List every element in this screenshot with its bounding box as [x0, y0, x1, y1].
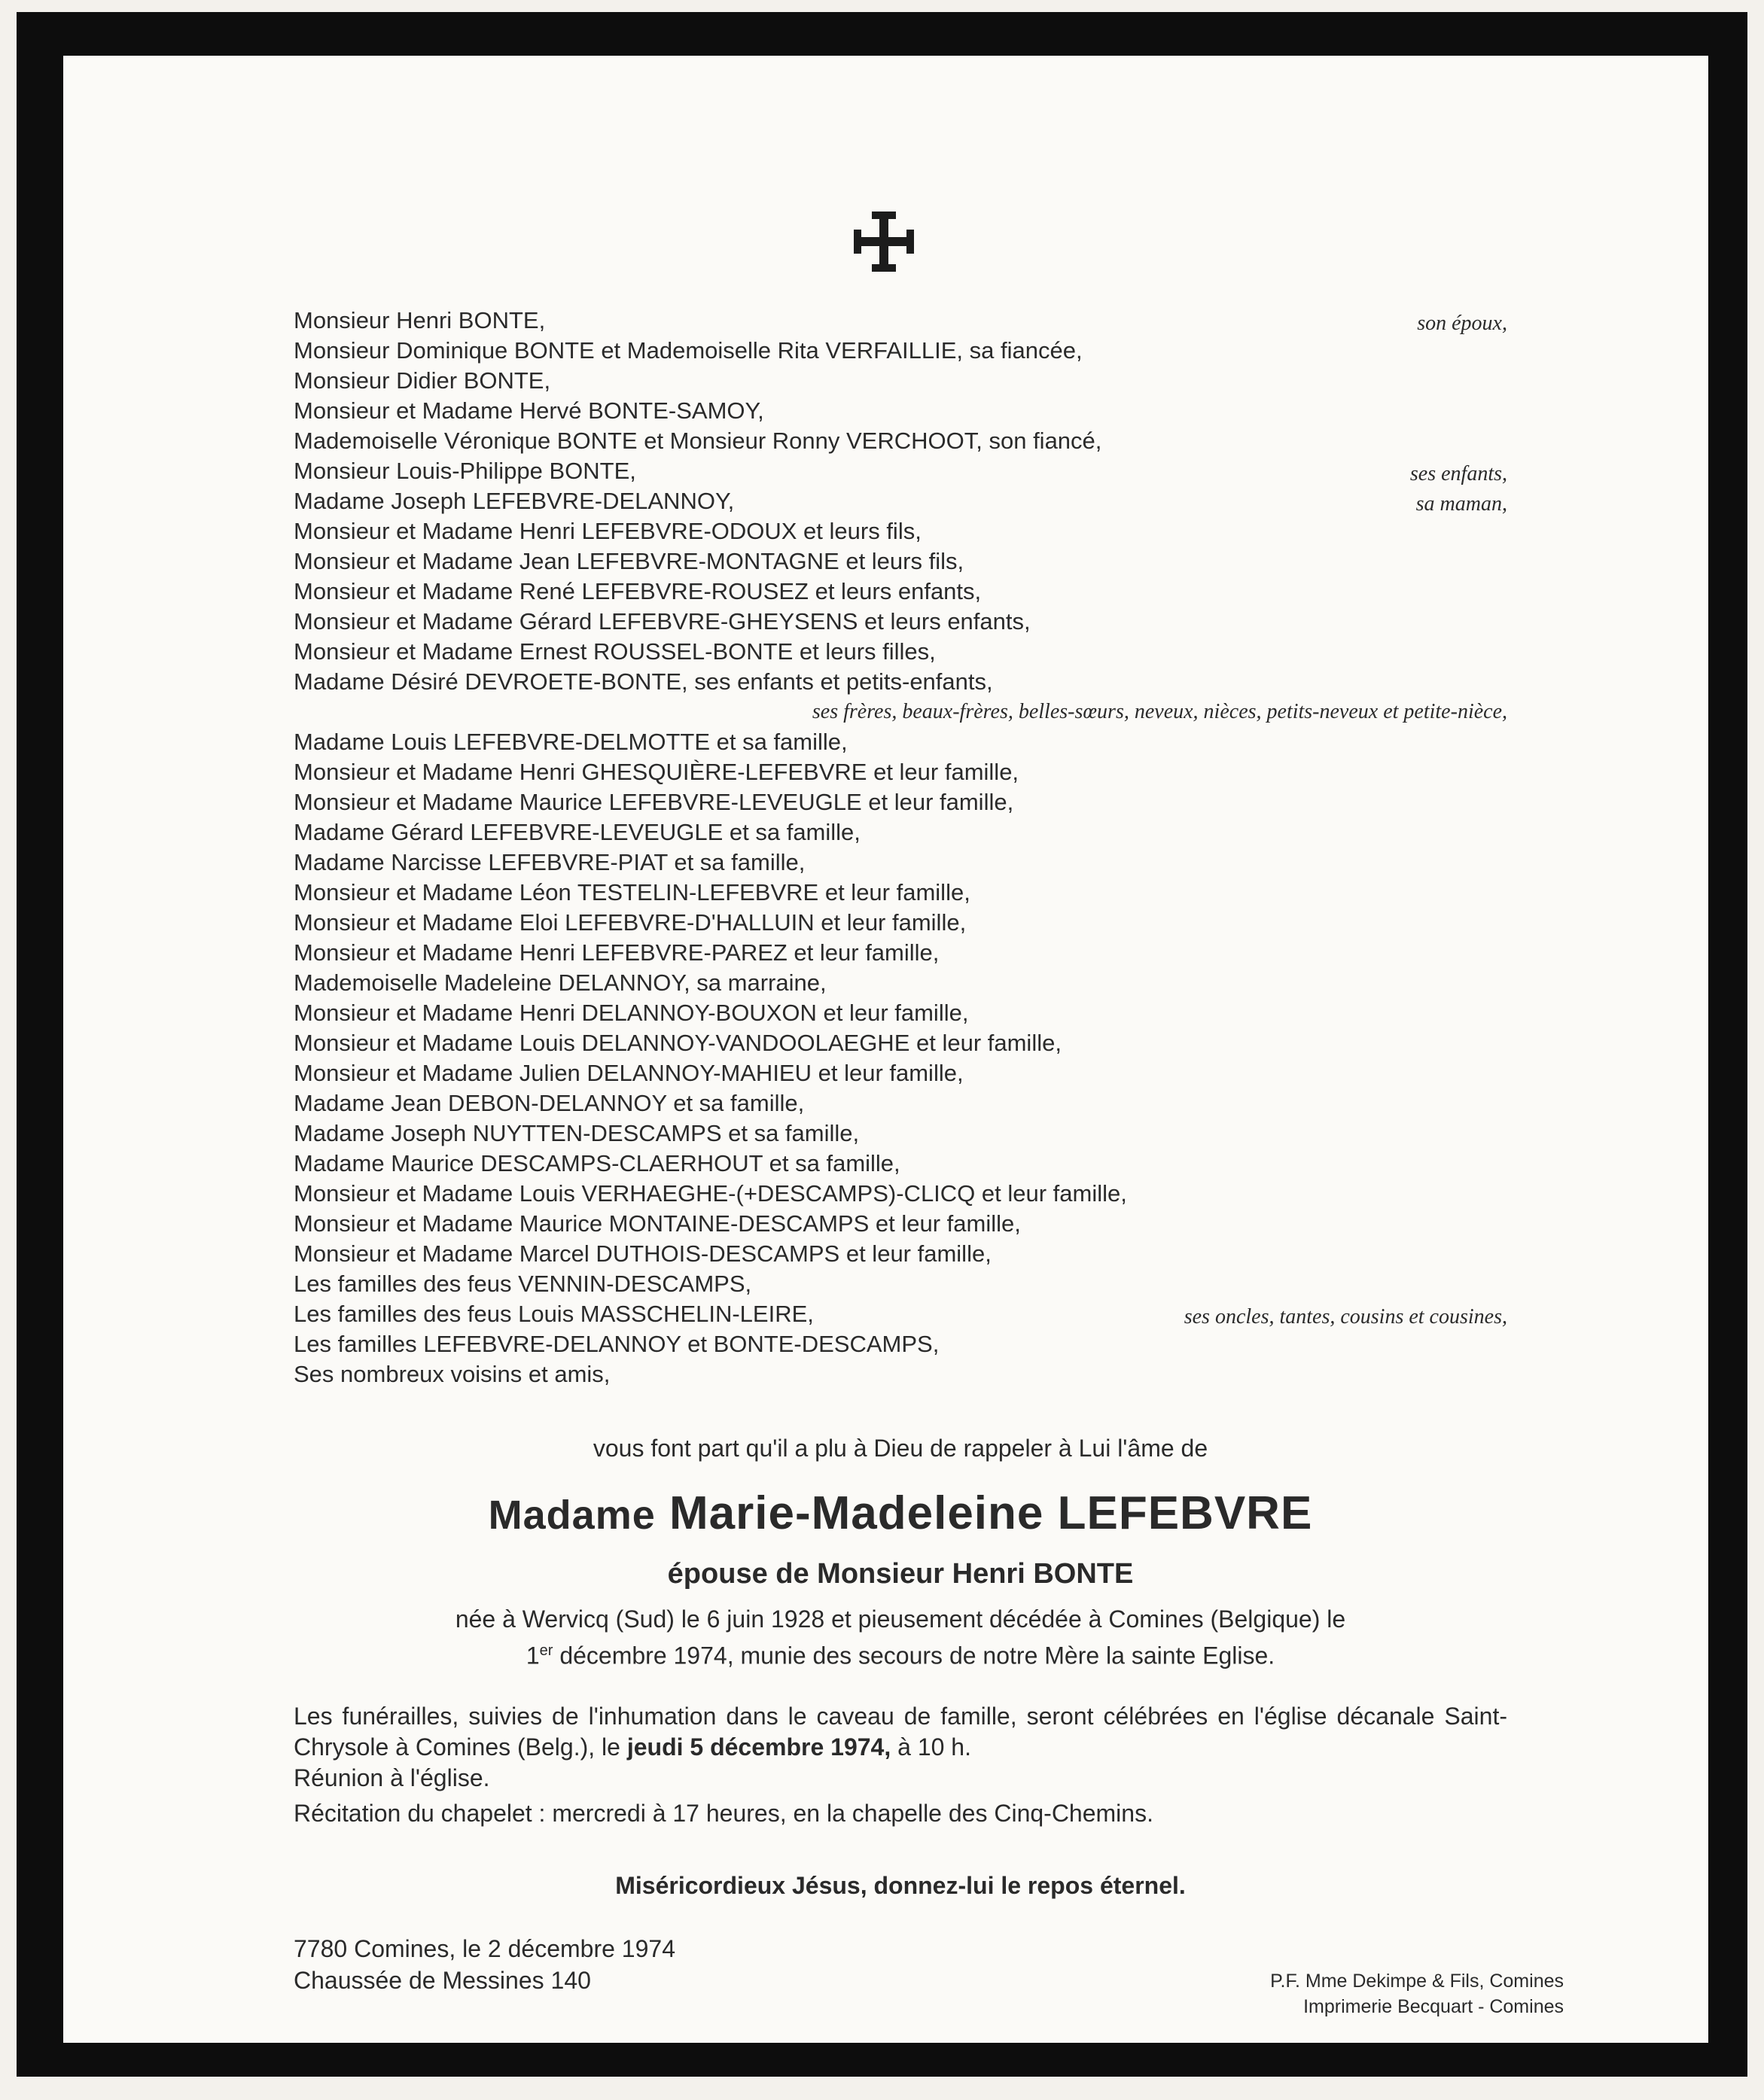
rosary-line: Récitation du chapelet : mercredi à 17 heures, en la chapelle des Cinq-Chemins. — [294, 1800, 1153, 1827]
family-member-text: Madame Louis LEFEBVRE-DELMOTTE et sa famille, — [294, 729, 848, 755]
birth-death-text — [294, 1603, 1507, 1672]
family-line — [294, 697, 1507, 727]
family-line — [294, 1058, 1507, 1088]
family-line — [294, 306, 1507, 336]
deceased-title: Madame — [488, 1493, 656, 1538]
family-line — [294, 577, 1507, 607]
family-line — [294, 1028, 1507, 1058]
family-line — [294, 336, 1507, 366]
family-line — [294, 1329, 1507, 1359]
funeral-text-part2: à 10 h. — [891, 1733, 971, 1761]
family-line — [294, 607, 1507, 637]
family-member-text: Madame Maurice DESCAMPS-CLAERHOUT et sa famille, — [294, 1150, 900, 1176]
funeral-paragraph — [294, 1701, 1507, 1763]
address-line-1: 7780 Comines, le 2 décembre 1974 — [294, 1935, 675, 1962]
birth-death-superscript: er — [539, 1642, 553, 1659]
family-line — [294, 908, 1507, 938]
birth-death-day: 1 — [526, 1642, 540, 1669]
family-line — [294, 938, 1507, 968]
family-line — [294, 1209, 1507, 1239]
family-member-text: Monsieur et Madame Henri GHESQUIÈRE-LEFEBVRE et leur famille, — [294, 759, 1019, 785]
family-member-text: Monsieur et Madame Jean LEFEBVRE-MONTAGNE et leurs fils, — [294, 548, 964, 574]
funeral-date: jeudi 5 décembre 1974, — [626, 1733, 891, 1761]
family-relation-text: ses frères, beaux-frères, belles-sœurs, neveux, nièces, petits-neveux et petite-nièce, — [812, 700, 1507, 723]
family-member-text: Les familles des feus Louis MASSCHELIN-LEIRE, — [294, 1301, 814, 1327]
family-line — [294, 1239, 1507, 1269]
family-member-text: Monsieur et Madame Henri LEFEBVRE-PAREZ et leur famille, — [294, 939, 940, 966]
family-member-text: Monsieur et Madame Maurice LEFEBVRE-LEVEUGLE et leur famille, — [294, 789, 1014, 815]
birth-death-line1: née à Wervicq (Sud) le 6 juin 1928 et pieusement décédée à Comines (Belgique) le — [455, 1605, 1346, 1633]
family-member-text: Monsieur et Madame Louis VERHAEGHE-(+DESCAMPS)-CLICQ et leur famille, — [294, 1180, 1127, 1207]
family-relation-text: ses enfants, — [1409, 462, 1507, 485]
family-line — [294, 817, 1507, 848]
family-member-text: Madame Joseph NUYTTEN-DESCAMPS et sa famille, — [294, 1120, 860, 1146]
family-line — [294, 848, 1507, 878]
family-member-text: Monsieur et Madame Marcel DUTHOIS-DESCAMPS et leur famille, — [294, 1240, 992, 1267]
family-line — [294, 637, 1507, 667]
funeral-text-part1: Les funérailles, suivies de l'inhumation dans le caveau de famille, seront célébrées en l'église décanale Saint-Chrysole à Comines (Belg.), le — [294, 1703, 1507, 1761]
family-member-text: Monsieur et Madame Louis DELANNOY-VANDOOLAEGHE et leur famille, — [294, 1030, 1062, 1056]
family-member-text: Monsieur et Madame René LEFEBVRE-ROUSEZ et leurs enfants, — [294, 578, 982, 604]
spouse-line: épouse de Monsieur Henri BONTE — [667, 1558, 1134, 1590]
family-line — [294, 456, 1507, 486]
deceased-name: Marie-Madeleine LEFEBVRE — [669, 1487, 1313, 1539]
family-member-text: Monsieur et Madame Léon TESTELIN-LEFEBVRE et leur famille, — [294, 879, 970, 905]
family-member-text: Monsieur Dominique BONTE et Mademoiselle Rita VERFAILLIE, sa fiancée, — [294, 337, 1083, 364]
family-member-text: Monsieur et Madame Maurice MONTAINE-DESCAMPS et leur famille, — [294, 1210, 1021, 1237]
family-member-text: Madame Narcisse LEFEBVRE-PIAT et sa famille, — [294, 849, 806, 875]
family-member-text: Les familles LEFEBVRE-DELANNOY et BONTE-DESCAMPS, — [294, 1331, 940, 1357]
family-member-text: Madame Jean DEBON-DELANNOY et sa famille, — [294, 1090, 805, 1116]
family-member-text: Monsieur et Madame Hervé BONTE-SAMOY, — [294, 397, 764, 424]
family-member-text: Monsieur et Madame Eloi LEFEBVRE-D'HALLUIN et leur famille, — [294, 909, 967, 936]
cross-icon — [849, 207, 919, 276]
family-list — [294, 306, 1507, 1389]
family-member-text: Monsieur et Madame Ernest ROUSSEL-BONTE et leurs filles, — [294, 638, 936, 665]
family-relation-text: sa maman, — [1415, 492, 1507, 516]
family-line — [294, 968, 1507, 998]
family-relation-text: ses oncles, tantes, cousins et cousines, — [1184, 1305, 1507, 1328]
funeral-details — [294, 1701, 1507, 1829]
family-member-text: Monsieur et Madame Gérard LEFEBVRE-GHEYSENS et leurs enfants, — [294, 608, 1031, 635]
family-line — [294, 1359, 1507, 1389]
family-member-text: Monsieur et Madame Henri DELANNOY-BOUXON et leur famille, — [294, 1000, 969, 1026]
family-line — [294, 757, 1507, 787]
family-member-text: Ses nombreux voisins et amis, — [294, 1361, 611, 1387]
family-member-text: Monsieur Didier BONTE, — [294, 367, 551, 394]
family-line — [294, 1088, 1507, 1118]
family-line — [294, 998, 1507, 1028]
announcement-text: vous font part qu'il a plu à Dieu de rappeler à Lui l'âme de — [593, 1435, 1208, 1462]
family-relation-text: son époux, — [1417, 312, 1507, 335]
family-member-text: Mademoiselle Madeleine DELANNOY, sa marraine, — [294, 969, 827, 996]
family-line — [294, 787, 1507, 817]
family-line — [294, 366, 1507, 396]
family-member-text: Les familles des feus VENNIN-DESCAMPS, — [294, 1271, 752, 1297]
family-line — [294, 546, 1507, 577]
family-line — [294, 1269, 1507, 1299]
printer-credit — [1270, 1968, 1564, 2019]
family-line — [294, 1149, 1507, 1179]
family-member-text: Monsieur et Madame Julien DELANNOY-MAHIEU et leur famille, — [294, 1060, 964, 1086]
address-block — [294, 1933, 675, 1996]
family-line — [294, 727, 1507, 757]
family-line — [294, 667, 1507, 697]
family-line — [294, 426, 1507, 456]
family-line — [294, 1118, 1507, 1149]
family-line — [294, 486, 1507, 516]
family-member-text: Madame Désiré DEVROETE-BONTE, ses enfants et petits-enfants, — [294, 668, 993, 695]
family-line — [294, 396, 1507, 426]
prayer-line: Miséricordieux Jésus, donnez-lui le repos éternel. — [615, 1872, 1186, 1899]
family-member-text: Monsieur et Madame Henri LEFEBVRE-ODOUX et leurs fils, — [294, 518, 922, 544]
family-member-text: Madame Gérard LEFEBVRE-LEVEUGLE et sa famille, — [294, 819, 861, 845]
family-line — [294, 878, 1507, 908]
address-line-2: Chaussée de Messines 140 — [294, 1967, 591, 1994]
family-member-text: Monsieur Henri BONTE, — [294, 307, 546, 333]
family-member-text: Madame Joseph LEFEBVRE-DELANNOY, — [294, 488, 735, 514]
birth-death-line2: décembre 1974, munie des secours de notre Mère la sainte Eglise. — [553, 1642, 1275, 1669]
family-member-text: Monsieur Louis-Philippe BONTE, — [294, 458, 636, 484]
printer-line-1: P.F. Mme Dekimpe & Fils, Comines — [1270, 1971, 1564, 1992]
family-line — [294, 1299, 1507, 1329]
family-line — [294, 516, 1507, 546]
deceased-name-heading — [294, 1487, 1507, 1540]
printer-line-2: Imprimerie Becquart - Comines — [1303, 1996, 1564, 2017]
family-line — [294, 1179, 1507, 1209]
meeting-line: Réunion à l'église. — [294, 1764, 490, 1791]
family-member-text: Mademoiselle Véronique BONTE et Monsieur Ronny VERCHOOT, son fiancé, — [294, 428, 1102, 454]
